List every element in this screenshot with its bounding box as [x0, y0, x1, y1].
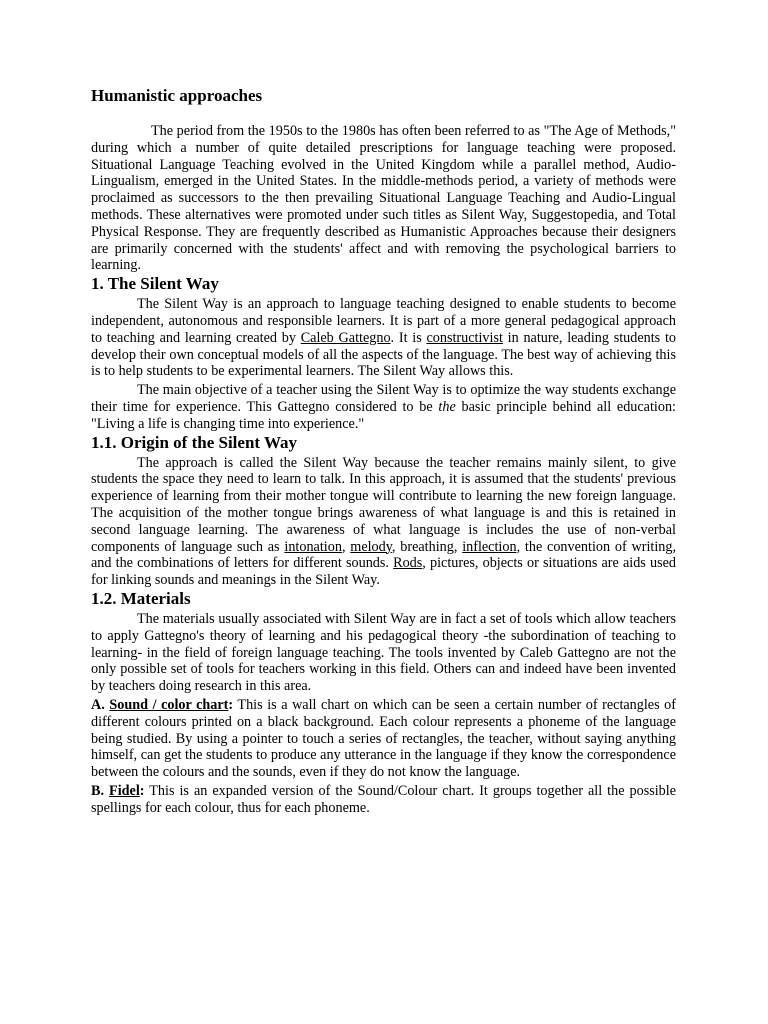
silent-way-paragraph-2: The main objective of a teacher using the Silent Way is to optimize the way students exchange their time for experience. This Gattegno considered to be the basic principle behind all education: "Living a life is changing time into experience.": [91, 382, 676, 432]
link-caleb-gattegno[interactable]: Caleb Gattegno: [300, 329, 391, 346]
page-title: Humanistic approaches: [91, 86, 263, 105]
link-constructivist[interactable]: constructivist: [426, 329, 503, 346]
link-sound-color-chart[interactable]: Sound / color chart: [109, 696, 229, 713]
materials-paragraph: The materials usually associated with Silent Way are in fact a set of tools which allow teachers to apply Gattegno's theory of learning and his pedagogical theory -the subordination of teaching to learning- in the field of foreign language teaching. The tools invented by Caleb Gattegno are not the only possible set of tools for teachers working in this field. Others can and indeed have been invented by teachers doing research in this area.: [91, 610, 676, 695]
section-heading-origin: 1.1. Origin of the Silent Way: [91, 432, 298, 452]
link-fidel[interactable]: Fidel: [109, 782, 140, 799]
sound-color-chart-item: A. Sound / color chart: This is a wall chart on which can be seen a certain number of rectangles of different colours printed on a black background. Each colour represents a phoneme of the language being studied. By using a pointer to touch a series of rectangles, the teacher, without saying anything himself, can get the students to produce any utterance in the language if they know the correspondence between the colours and the sounds, even if they do not know the language.: [91, 696, 676, 781]
intro-paragraph: The period from the 1950s to the 1980s has often been referred to as "The Age of Methods," during which a number of quite detailed prescriptions for language teaching were proposed. Situational Language Teaching evolved in the United Kingdom while a parallel method, Audio-Lingualism, emerged in the United States. In the middle-methods period, a variety of methods were proclaimed as successors to the then prevailing Situational Language Teaching and Audio-Lingual methods. These alternatives were promoted under such titles as Silent Way, Suggestopedia, and Total Physical Response. They are frequently described as Humanistic Approaches because their designers are primarily concerned with the students' affect and with removing the psychological barriers to learning.: [91, 123, 676, 274]
section-heading-materials: 1.2. Materials: [91, 588, 191, 608]
link-inflection[interactable]: inflection: [462, 538, 517, 555]
silent-way-paragraph-1: The Silent Way is an approach to language teaching designed to enable students to become independent, autonomous and responsible learners. It is part of a more general pedagogical approach to teaching and learning created by Caleb Gattegno. It is constructivist in nature, leading students to develop their own conceptual models of all the aspects of the language. The best way of achieving this is to help students to be experimental learners. The Silent Way allows this.: [91, 296, 676, 380]
fidel-item: B. Fidel: This is an expanded version of the Sound/Colour chart. It groups together all the possible spellings for each colour, thus for each phoneme.: [91, 782, 677, 816]
link-melody[interactable]: melody: [350, 538, 392, 555]
document-page: [91, 86, 676, 816]
section-heading-silent-way: 1. The Silent Way: [91, 274, 219, 294]
link-intonation[interactable]: intonation: [284, 538, 342, 555]
origin-paragraph: The approach is called the Silent Way because the teacher remains mainly silent, to give students the space they need to learn to talk. In this approach, it is assumed that the students' previous experience of learning from their mother tongue will contribute to learning the new foreign language. The acquisition of the mother tongue brings awareness of what language is and this is retained in second language learning. The awareness of what language is includes the use of non-verbal components of language such as intonation, melody, breathing, inflection, the convention of writing, and the combinations of letters for different sounds. Rods, pictures, objects or situations are aids used for linking sounds and meanings in the Silent Way.: [91, 454, 677, 589]
link-rods[interactable]: Rods: [393, 555, 423, 572]
